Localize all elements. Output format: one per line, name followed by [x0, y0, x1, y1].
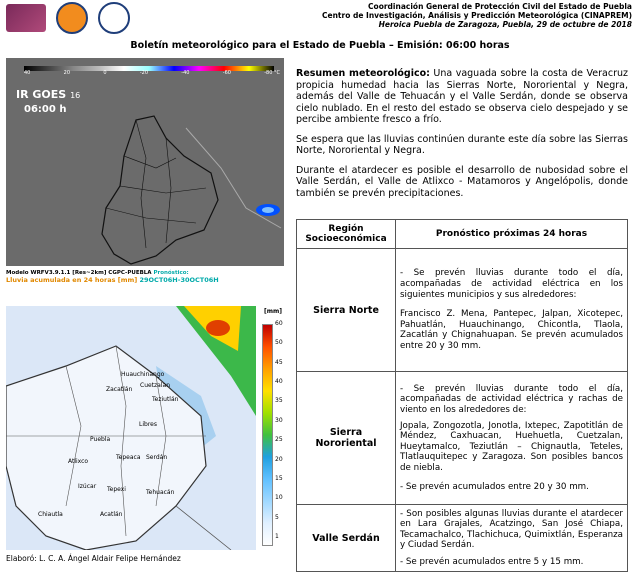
table-row [297, 505, 628, 572]
header-region: Región Socioeconómica [297, 220, 396, 249]
weather-summary [296, 68, 628, 207]
region-forecast: - Se prevén lluvias durante todo el día, acompañadas de actividad eléctrica en los siguientes municipios y sus alrededores: Francisco Z. Mena, Pantepec, Jalpan, Xicotepec, Pahuatlán, Huauchinango, Chicontla, Tlaola, Zacatlán y Chignahuapan. Se prevén acumulados entre 20 y 30 mm. [396, 249, 628, 372]
header-forecast: Pronóstico próximas 24 horas [396, 220, 628, 249]
model-info: Modelo WRFV3.9.1.1 [Res~2km] CGPC-PUEBLA [6, 270, 152, 276]
table-row [297, 372, 628, 505]
map-label: Libres [139, 421, 157, 428]
cinaprem-logo [98, 2, 130, 34]
summary-p3: Durante el atardecer es posible el desarrollo de nubosidad sobre el Valle Serdán, el Valle de Atlixco - Matamoros y Angelópolis, donde también se prevén precipitaciones. [296, 164, 628, 199]
region-name: Sierra Norte [297, 249, 396, 372]
summary-lead: Resumen meteorológico: [296, 68, 430, 79]
map-label: Acatlán [100, 511, 123, 518]
legend-color-bar [262, 324, 273, 546]
header-line1: Coordinación General de Protección Civil del Estado de Puebla [368, 2, 632, 11]
map-label: Zacatlán [106, 386, 133, 393]
legend-values: 60 50 45 40 35 30 25 20 15 10 5 1 [275, 320, 283, 540]
puebla-government-logo [6, 4, 46, 32]
header [0, 0, 640, 36]
map-label: Tehuacán [146, 489, 175, 496]
map-label: Atlixco [68, 458, 89, 465]
region-name: Sierra Nororiental [297, 372, 396, 505]
satellite-label: IR GOES 16 06:00 h [16, 88, 81, 115]
map-label: Teziutlán [152, 396, 179, 403]
region-forecast: - Se prevén lluvias durante todo el día, acompañadas de actividad eléctrica y rachas de viento en los alrededores de: Jopala, Zongozotla, Jonotla, Ixtepec, Zapotitlán de Méndez, Caxhuacan, Huehuetla, Cuetzalan, Hueytamalco, Teziutlán – Chignautla, Teteles, Tlatlauquitepec y Zaragoza. Son posibles bancos de niebla. - Se prevén acumulados entre 20 y 30 mm. [396, 372, 628, 505]
summary-p1: Una vaguada sobre la costa de Veracruz propicia humedad hacia las Sierras Norte, Nororiental y Negra, además del Valle de Tehuacán y el Valle Serdán, donde se observa cielo nublado. En el resto del estado se observa cielo despejado y se percibe ambiente fresco a frío. [296, 68, 628, 125]
region-forecast: - Son posibles algunas lluvias durante el atardecer en Lara Grajales, Acatzingo, San José Chiapa, Tecamachalco, Tlachichuca, Quimixtlán, Esperanza y Ciudad Serdán. - Se prevén acumulados entre 5 y 15 mm. [396, 505, 628, 572]
map-label: Puebla [90, 436, 111, 443]
map-label: Huauchinango [121, 371, 165, 378]
rain-accum-label: Lluvia acumulada en 24 horas [mm] [6, 276, 138, 284]
map-label: Tepexi [107, 486, 126, 493]
summary-p2: Se espera que las lluvias continúen durante este día sobre las Sierras Norte, Nororiental y Negra. [296, 133, 628, 156]
proteccion-civil-logo [56, 2, 88, 34]
logos [6, 2, 130, 34]
forecast-label: Pronóstico: [153, 270, 189, 276]
satellite-image [6, 58, 284, 266]
author-credit: Elaboró: L. C. A. Ángel Aldair Felipe Hernández [6, 554, 181, 563]
forecast-table [296, 219, 628, 572]
bulletin-title: Boletín meteorológico para el Estado de Puebla – Emisión: 06:00 horas [130, 40, 510, 51]
map-label: Tepeaca [116, 454, 141, 461]
header-line2: Centro de Investigación, Análisis y Predicción Meteorológica (CINAPREM) [321, 11, 632, 20]
forecast-period: 29OCT06H-30OCT06H [139, 276, 219, 284]
map-labels [6, 306, 256, 550]
map-label: Chiautla [38, 511, 63, 518]
region-name: Valle Serdán [297, 505, 396, 572]
table-row [297, 249, 628, 372]
rain-legend [262, 308, 286, 550]
model-caption [6, 270, 284, 306]
legend-unit: [mm] [264, 308, 282, 315]
map-label: Serdán [146, 454, 168, 461]
temperature-ticks: 40 20 0 -20 -40 -60 -80 °C [24, 70, 280, 76]
map-label: Izúcar [78, 483, 97, 490]
map-label: Cuetzalan [140, 382, 171, 389]
state-boundaries [6, 58, 284, 266]
header-text [322, 2, 632, 29]
rain-forecast-map [6, 306, 256, 550]
header-line3: Heroica Puebla de Zaragoza, Puebla, 29 de octubre de 2018 [378, 20, 632, 29]
